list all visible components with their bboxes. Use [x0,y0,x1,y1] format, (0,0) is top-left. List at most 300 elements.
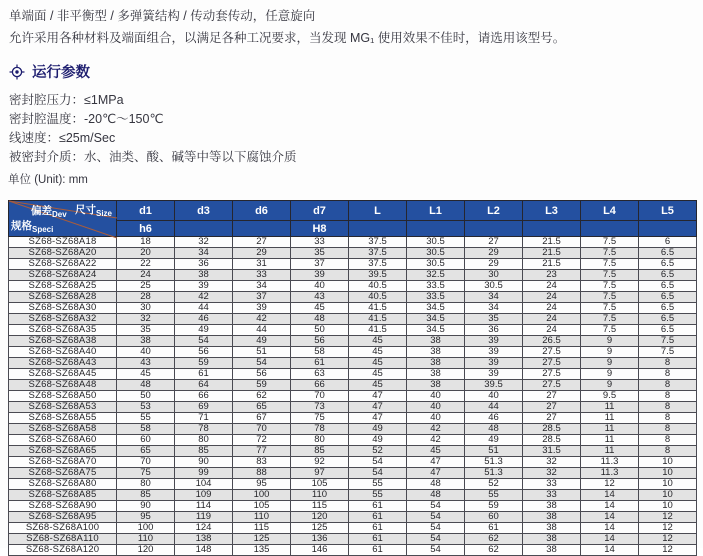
value-cell: 32 [523,468,581,479]
value-cell: 54 [407,512,465,523]
value-cell: 80 [175,435,233,446]
value-cell: 39 [175,281,233,292]
value-cell: 14 [581,523,639,534]
value-cell: 42 [407,435,465,446]
value-cell: 29 [465,259,523,270]
value-cell: 10 [639,501,697,512]
value-cell: 33 [523,490,581,501]
model-cell: SZ68-SZ68A40 [9,347,117,358]
value-cell: 39 [465,347,523,358]
section-header [9,61,90,82]
column-subheader: h6 [117,221,175,237]
value-cell: 63 [291,369,349,380]
value-cell: 55 [349,490,407,501]
value-cell: 36 [175,259,233,270]
value-cell: 34 [465,303,523,314]
column-subheader [523,221,581,237]
value-cell: 64 [175,380,233,391]
value-cell: 14 [581,534,639,545]
value-cell: 24 [523,325,581,336]
value-cell: 7.5 [639,336,697,347]
value-cell: 40 [407,391,465,402]
spec-table-head [9,201,697,237]
value-cell: 45 [349,358,407,369]
value-cell: 49 [233,336,291,347]
model-cell: SZ68-SZ68A95 [9,512,117,523]
value-cell: 38 [523,545,581,556]
value-cell: 46 [465,413,523,424]
value-cell: 24 [523,292,581,303]
value-cell: 12 [639,512,697,523]
value-cell: 8 [639,446,697,457]
value-cell: 34.5 [407,314,465,325]
value-cell: 38 [175,270,233,281]
corner-label-dev: 偏差$_{Dev}$ [31,205,67,219]
table-row [9,314,697,325]
value-cell: 38 [523,512,581,523]
value-cell: 59 [233,380,291,391]
value-cell: 135 [233,545,291,556]
value-cell: 100 [233,490,291,501]
value-cell: 58 [291,347,349,358]
value-cell: 21.5 [523,248,581,259]
value-cell: 43 [117,358,175,369]
model-cell: SZ68-SZ68A45 [9,369,117,380]
value-cell: 92 [291,457,349,468]
table-row [9,391,697,402]
value-cell: 54 [233,358,291,369]
value-cell: 39 [291,270,349,281]
value-cell: 9.5 [581,391,639,402]
corner-label-spec: 规格$_{Speci}$ [11,220,54,234]
value-cell: 49 [465,435,523,446]
table-row [9,468,697,479]
value-cell: 6.5 [639,281,697,292]
value-cell: 30.5 [465,281,523,292]
value-cell: 48 [407,479,465,490]
parameter-line: 密封腔压力：≤1MPa [9,93,124,107]
value-cell: 24 [523,314,581,325]
value-cell: 52 [465,479,523,490]
value-cell: 41.5 [349,325,407,336]
intro-line-2: 允许采用各种材料及端面组合，以满足各种工况要求，当发现 MG₁ 使用效果不佳时，请选用该型号。 [9,31,566,45]
corner-label-size: 尺寸$_{Size}$ [75,204,113,218]
value-cell: 119 [175,512,233,523]
value-cell: 38 [407,336,465,347]
value-cell: 85 [291,446,349,457]
value-cell: 40 [407,413,465,424]
table-row [9,534,697,545]
value-cell: 38 [523,501,581,512]
value-cell: 73 [291,402,349,413]
value-cell: 24 [117,270,175,281]
model-cell: SZ68-SZ68A60 [9,435,117,446]
value-cell: 38 [407,380,465,391]
table-row [9,446,697,457]
value-cell: 11 [581,446,639,457]
value-cell: 7.5 [581,325,639,336]
table-row [9,303,697,314]
table-row [9,424,697,435]
value-cell: 38 [523,523,581,534]
value-cell: 80 [117,479,175,490]
value-cell: 62 [233,391,291,402]
value-cell: 9 [581,347,639,358]
model-cell: SZ68-SZ68A43 [9,358,117,369]
model-cell: SZ68-SZ68A85 [9,490,117,501]
spec-table [8,200,697,556]
value-cell: 44 [465,402,523,413]
value-cell: 45 [117,369,175,380]
value-cell: 33 [523,479,581,490]
value-cell: 7.5 [581,281,639,292]
value-cell: 125 [291,523,349,534]
column-subheader [175,221,233,237]
table-row [9,501,697,512]
model-cell: SZ68-SZ68A20 [9,248,117,259]
target-icon [9,64,25,80]
column-subheader [581,221,639,237]
value-cell: 8 [639,391,697,402]
value-cell: 25 [117,281,175,292]
model-cell: SZ68-SZ68A120 [9,545,117,556]
value-cell: 61 [349,512,407,523]
value-cell: 12 [639,523,697,534]
column-header: L1 [407,201,465,221]
value-cell: 33.5 [407,292,465,303]
value-cell: 41.5 [349,314,407,325]
table-row [9,413,697,424]
value-cell: 40.5 [349,281,407,292]
value-cell: 12 [639,545,697,556]
model-cell: SZ68-SZ68A24 [9,270,117,281]
value-cell: 70 [117,457,175,468]
value-cell: 104 [175,479,233,490]
value-cell: 54 [407,523,465,534]
value-cell: 30 [465,270,523,281]
value-cell: 55 [465,490,523,501]
value-cell: 14 [581,490,639,501]
value-cell: 62 [465,534,523,545]
table-row [9,292,697,303]
value-cell: 61 [349,534,407,545]
value-cell: 110 [233,512,291,523]
value-cell: 54 [175,336,233,347]
value-cell: 37 [233,292,291,303]
value-cell: 45 [349,347,407,358]
value-cell: 65 [117,446,175,457]
value-cell: 7.5 [581,259,639,270]
value-cell: 61 [349,523,407,534]
value-cell: 7.5 [581,314,639,325]
value-cell: 45 [349,336,407,347]
value-cell: 35 [465,314,523,325]
column-header: d3 [175,201,233,221]
value-cell: 27.5 [523,358,581,369]
value-cell: 11 [581,435,639,446]
column-header: d1 [117,201,175,221]
value-cell: 27.5 [523,380,581,391]
value-cell: 38 [117,336,175,347]
value-cell: 95 [117,512,175,523]
corner-header-cell [9,201,117,237]
value-cell: 77 [233,446,291,457]
model-cell: SZ68-SZ68A18 [9,237,117,248]
column-subheader [639,221,697,237]
column-subheader [407,221,465,237]
value-cell: 8 [639,413,697,424]
value-cell: 148 [175,545,233,556]
value-cell: 120 [117,545,175,556]
section-title: 运行参数 [32,65,90,81]
value-cell: 37 [291,259,349,270]
value-cell: 48 [117,380,175,391]
value-cell: 61 [349,501,407,512]
value-cell: 7.5 [581,270,639,281]
table-row [9,259,697,270]
value-cell: 8 [639,435,697,446]
value-cell: 30.5 [407,248,465,259]
value-cell: 41.5 [349,303,407,314]
value-cell: 9 [581,358,639,369]
column-subheader [233,221,291,237]
value-cell: 6.5 [639,303,697,314]
value-cell: 10 [639,490,697,501]
table-row [9,248,697,259]
value-cell: 33.5 [407,281,465,292]
value-cell: 45 [407,446,465,457]
value-cell: 27 [465,237,523,248]
value-cell: 55 [349,479,407,490]
value-cell: 120 [291,512,349,523]
value-cell: 6.5 [639,248,697,259]
value-cell: 30 [117,303,175,314]
value-cell: 14 [581,512,639,523]
value-cell: 7.5 [639,347,697,358]
model-cell: SZ68-SZ68A50 [9,391,117,402]
value-cell: 33 [291,237,349,248]
value-cell: 11 [581,424,639,435]
column-header: d7 [291,201,349,221]
value-cell: 44 [233,325,291,336]
model-cell: SZ68-SZ68A48 [9,380,117,391]
value-cell: 34 [233,281,291,292]
value-cell: 59 [175,358,233,369]
value-cell: 48 [465,424,523,435]
value-cell: 20 [117,248,175,259]
value-cell: 97 [291,468,349,479]
model-cell: SZ68-SZ68A30 [9,303,117,314]
table-row [9,347,697,358]
column-subheader: H8 [291,221,349,237]
value-cell: 61 [465,523,523,534]
table-row [9,336,697,347]
value-cell: 14 [581,501,639,512]
value-cell: 7.5 [581,303,639,314]
value-cell: 51 [465,446,523,457]
value-cell: 51.3 [465,468,523,479]
header-row-main [9,201,697,221]
value-cell: 32 [117,314,175,325]
value-cell: 62 [465,545,523,556]
table-row [9,281,697,292]
value-cell: 8 [639,358,697,369]
value-cell: 9 [581,369,639,380]
value-cell: 27 [523,413,581,424]
model-cell: SZ68-SZ68A90 [9,501,117,512]
value-cell: 66 [175,391,233,402]
value-cell: 54 [407,534,465,545]
parameter-line: 线速度：≤25m/Sec [9,131,116,145]
value-cell: 38 [407,358,465,369]
table-row [9,545,697,556]
value-cell: 31 [233,259,291,270]
value-cell: 125 [233,534,291,545]
column-header: L3 [523,201,581,221]
value-cell: 75 [117,468,175,479]
model-cell: SZ68-SZ68A32 [9,314,117,325]
value-cell: 6.5 [639,314,697,325]
value-cell: 7.5 [581,248,639,259]
value-cell: 85 [117,490,175,501]
unit-label: 单位 (Unit): mm [8,174,88,186]
value-cell: 95 [233,479,291,490]
value-cell: 40 [291,281,349,292]
value-cell: 78 [175,424,233,435]
value-cell: 34.5 [407,303,465,314]
value-cell: 32 [523,457,581,468]
value-cell: 6.5 [639,259,697,270]
value-cell: 34.5 [407,325,465,336]
value-cell: 54 [407,545,465,556]
value-cell: 28.5 [523,435,581,446]
column-header: L4 [581,201,639,221]
value-cell: 39 [233,303,291,314]
value-cell: 39 [465,369,523,380]
value-cell: 37.5 [349,259,407,270]
value-cell: 42 [175,292,233,303]
value-cell: 22 [117,259,175,270]
table-row [9,402,697,413]
column-subheader [349,221,407,237]
value-cell: 72 [233,435,291,446]
value-cell: 7.5 [581,292,639,303]
value-cell: 105 [233,501,291,512]
value-cell: 24 [523,303,581,314]
value-cell: 27.5 [523,369,581,380]
value-cell: 35 [291,248,349,259]
value-cell: 40 [117,347,175,358]
value-cell: 61 [175,369,233,380]
value-cell: 49 [175,325,233,336]
value-cell: 69 [175,402,233,413]
value-cell: 54 [349,468,407,479]
value-cell: 33 [233,270,291,281]
value-cell: 136 [291,534,349,545]
value-cell: 6.5 [639,292,697,303]
table-row [9,380,697,391]
parameter-line: 被密封介质：水、油类、酸、碱等中等以下腐蚀介质 [9,150,297,164]
value-cell: 47 [349,402,407,413]
value-cell: 21.5 [523,237,581,248]
value-cell: 27 [523,391,581,402]
value-cell: 27 [233,237,291,248]
value-cell: 27.5 [523,347,581,358]
value-cell: 54 [407,501,465,512]
value-cell: 44 [175,303,233,314]
value-cell: 12 [581,479,639,490]
value-cell: 43 [291,292,349,303]
value-cell: 52 [349,446,407,457]
value-cell: 47 [349,413,407,424]
value-cell: 29 [465,248,523,259]
value-cell: 55 [117,413,175,424]
model-cell: SZ68-SZ68A70 [9,457,117,468]
parameter-line: 密封腔温度：-20℃～150℃ [9,112,164,126]
value-cell: 70 [233,424,291,435]
value-cell: 10 [639,468,697,479]
value-cell: 51.3 [465,457,523,468]
value-cell: 38 [407,347,465,358]
value-cell: 11 [581,413,639,424]
intro-text [9,5,697,49]
value-cell: 8 [639,424,697,435]
value-cell: 9 [581,336,639,347]
table-row [9,369,697,380]
model-cell: SZ68-SZ68A75 [9,468,117,479]
value-cell: 110 [117,534,175,545]
intro-line-1: 单端面 / 非平衡型 / 多弹簧结构 / 传动套传动，任意旋向 [9,9,316,23]
value-cell: 61 [349,545,407,556]
table-row [9,270,697,281]
value-cell: 45 [349,380,407,391]
table-row [9,512,697,523]
value-cell: 58 [117,424,175,435]
value-cell: 66 [291,380,349,391]
value-cell: 124 [175,523,233,534]
model-cell: SZ68-SZ68A110 [9,534,117,545]
value-cell: 53 [117,402,175,413]
value-cell: 80 [291,435,349,446]
value-cell: 42 [407,424,465,435]
table-row [9,457,697,468]
value-cell: 31.5 [523,446,581,457]
value-cell: 21.5 [523,259,581,270]
model-cell: SZ68-SZ68A58 [9,424,117,435]
value-cell: 28 [117,292,175,303]
value-cell: 114 [175,501,233,512]
value-cell: 39.5 [349,270,407,281]
value-cell: 26.5 [523,336,581,347]
value-cell: 32 [175,237,233,248]
model-cell: SZ68-SZ68A38 [9,336,117,347]
table-row [9,358,697,369]
value-cell: 51 [233,347,291,358]
value-cell: 9 [581,380,639,391]
model-cell: SZ68-SZ68A65 [9,446,117,457]
value-cell: 39 [465,358,523,369]
value-cell: 61 [291,358,349,369]
value-cell: 11.3 [581,468,639,479]
value-cell: 27 [523,402,581,413]
column-subheader [465,221,523,237]
value-cell: 71 [175,413,233,424]
value-cell: 11.3 [581,457,639,468]
value-cell: 48 [407,490,465,501]
table-row [9,479,697,490]
value-cell: 10 [639,457,697,468]
model-cell: SZ68-SZ68A55 [9,413,117,424]
